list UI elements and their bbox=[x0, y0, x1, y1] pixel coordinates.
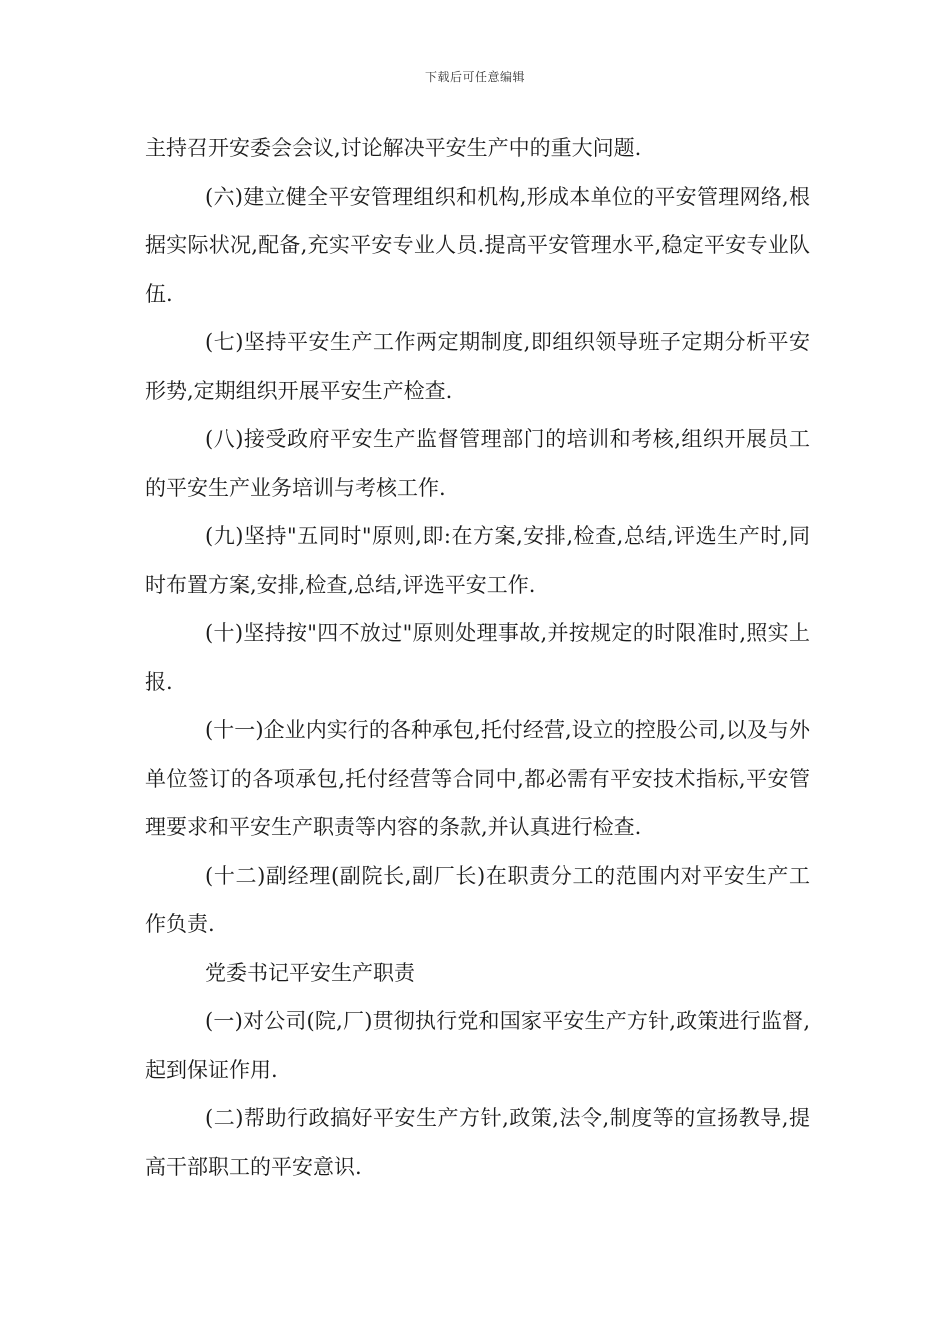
paragraph-item-2: (二)帮助行政搞好平安生产方针,政策,法令,制度等的宣扬教导,提高干部职工的平安意识. bbox=[145, 1106, 810, 1179]
page-header-note: 下载后可任意编辑 bbox=[424, 70, 525, 84]
paragraph-item-9: (九)坚持"五同时"原则,即:在方案,安排,检查,总结,评选生产时,同时布置方案,安排,检查,总结,评选平安工作. bbox=[145, 524, 810, 597]
paragraph-item-6: (六)建立健全平安管理组织和机构,形成本单位的平安管理网络,根据实际状况,配备,充实平安专业人员.提高平安管理水平,稳定平安专业队伍. bbox=[145, 184, 810, 306]
paragraph-item-12: (十二)副经理(副院长,副厂长)在职责分工的范围内对平安生产工作负责. bbox=[145, 863, 810, 936]
document-body bbox=[145, 124, 810, 1191]
paragraph-item-10: (十)坚持按"四不放过"原则处理事故,并按规定的时限准时,照实上报. bbox=[145, 621, 810, 694]
paragraph-item-7: (七)坚持平安生产工作两定期制度,即组织领导班子定期分析平安形势,定期组织开展平安生产检查. bbox=[145, 330, 810, 403]
paragraph-item-1: (一)对公司(院,厂)贯彻执行党和国家平安生产方针,政策进行监督,起到保证作用. bbox=[145, 1009, 810, 1082]
paragraph-continuation: 主持召开安委会会议,讨论解决平安生产中的重大问题. bbox=[145, 136, 642, 160]
section-heading: 党委书记平安生产职责 bbox=[205, 960, 415, 985]
paragraph-item-8: (八)接受政府平安生产监督管理部门的培训和考核,组织开展员工的平安生产业务培训与考核工作. bbox=[145, 427, 810, 500]
paragraph-item-11: (十一)企业内实行的各种承包,托付经营,设立的控股公司,以及与外单位签订的各项承包,托付经营等合同中,都必需有平安技术指标,平安管理要求和平安生产职责等内容的条款,并认真进行检查. bbox=[145, 718, 810, 839]
